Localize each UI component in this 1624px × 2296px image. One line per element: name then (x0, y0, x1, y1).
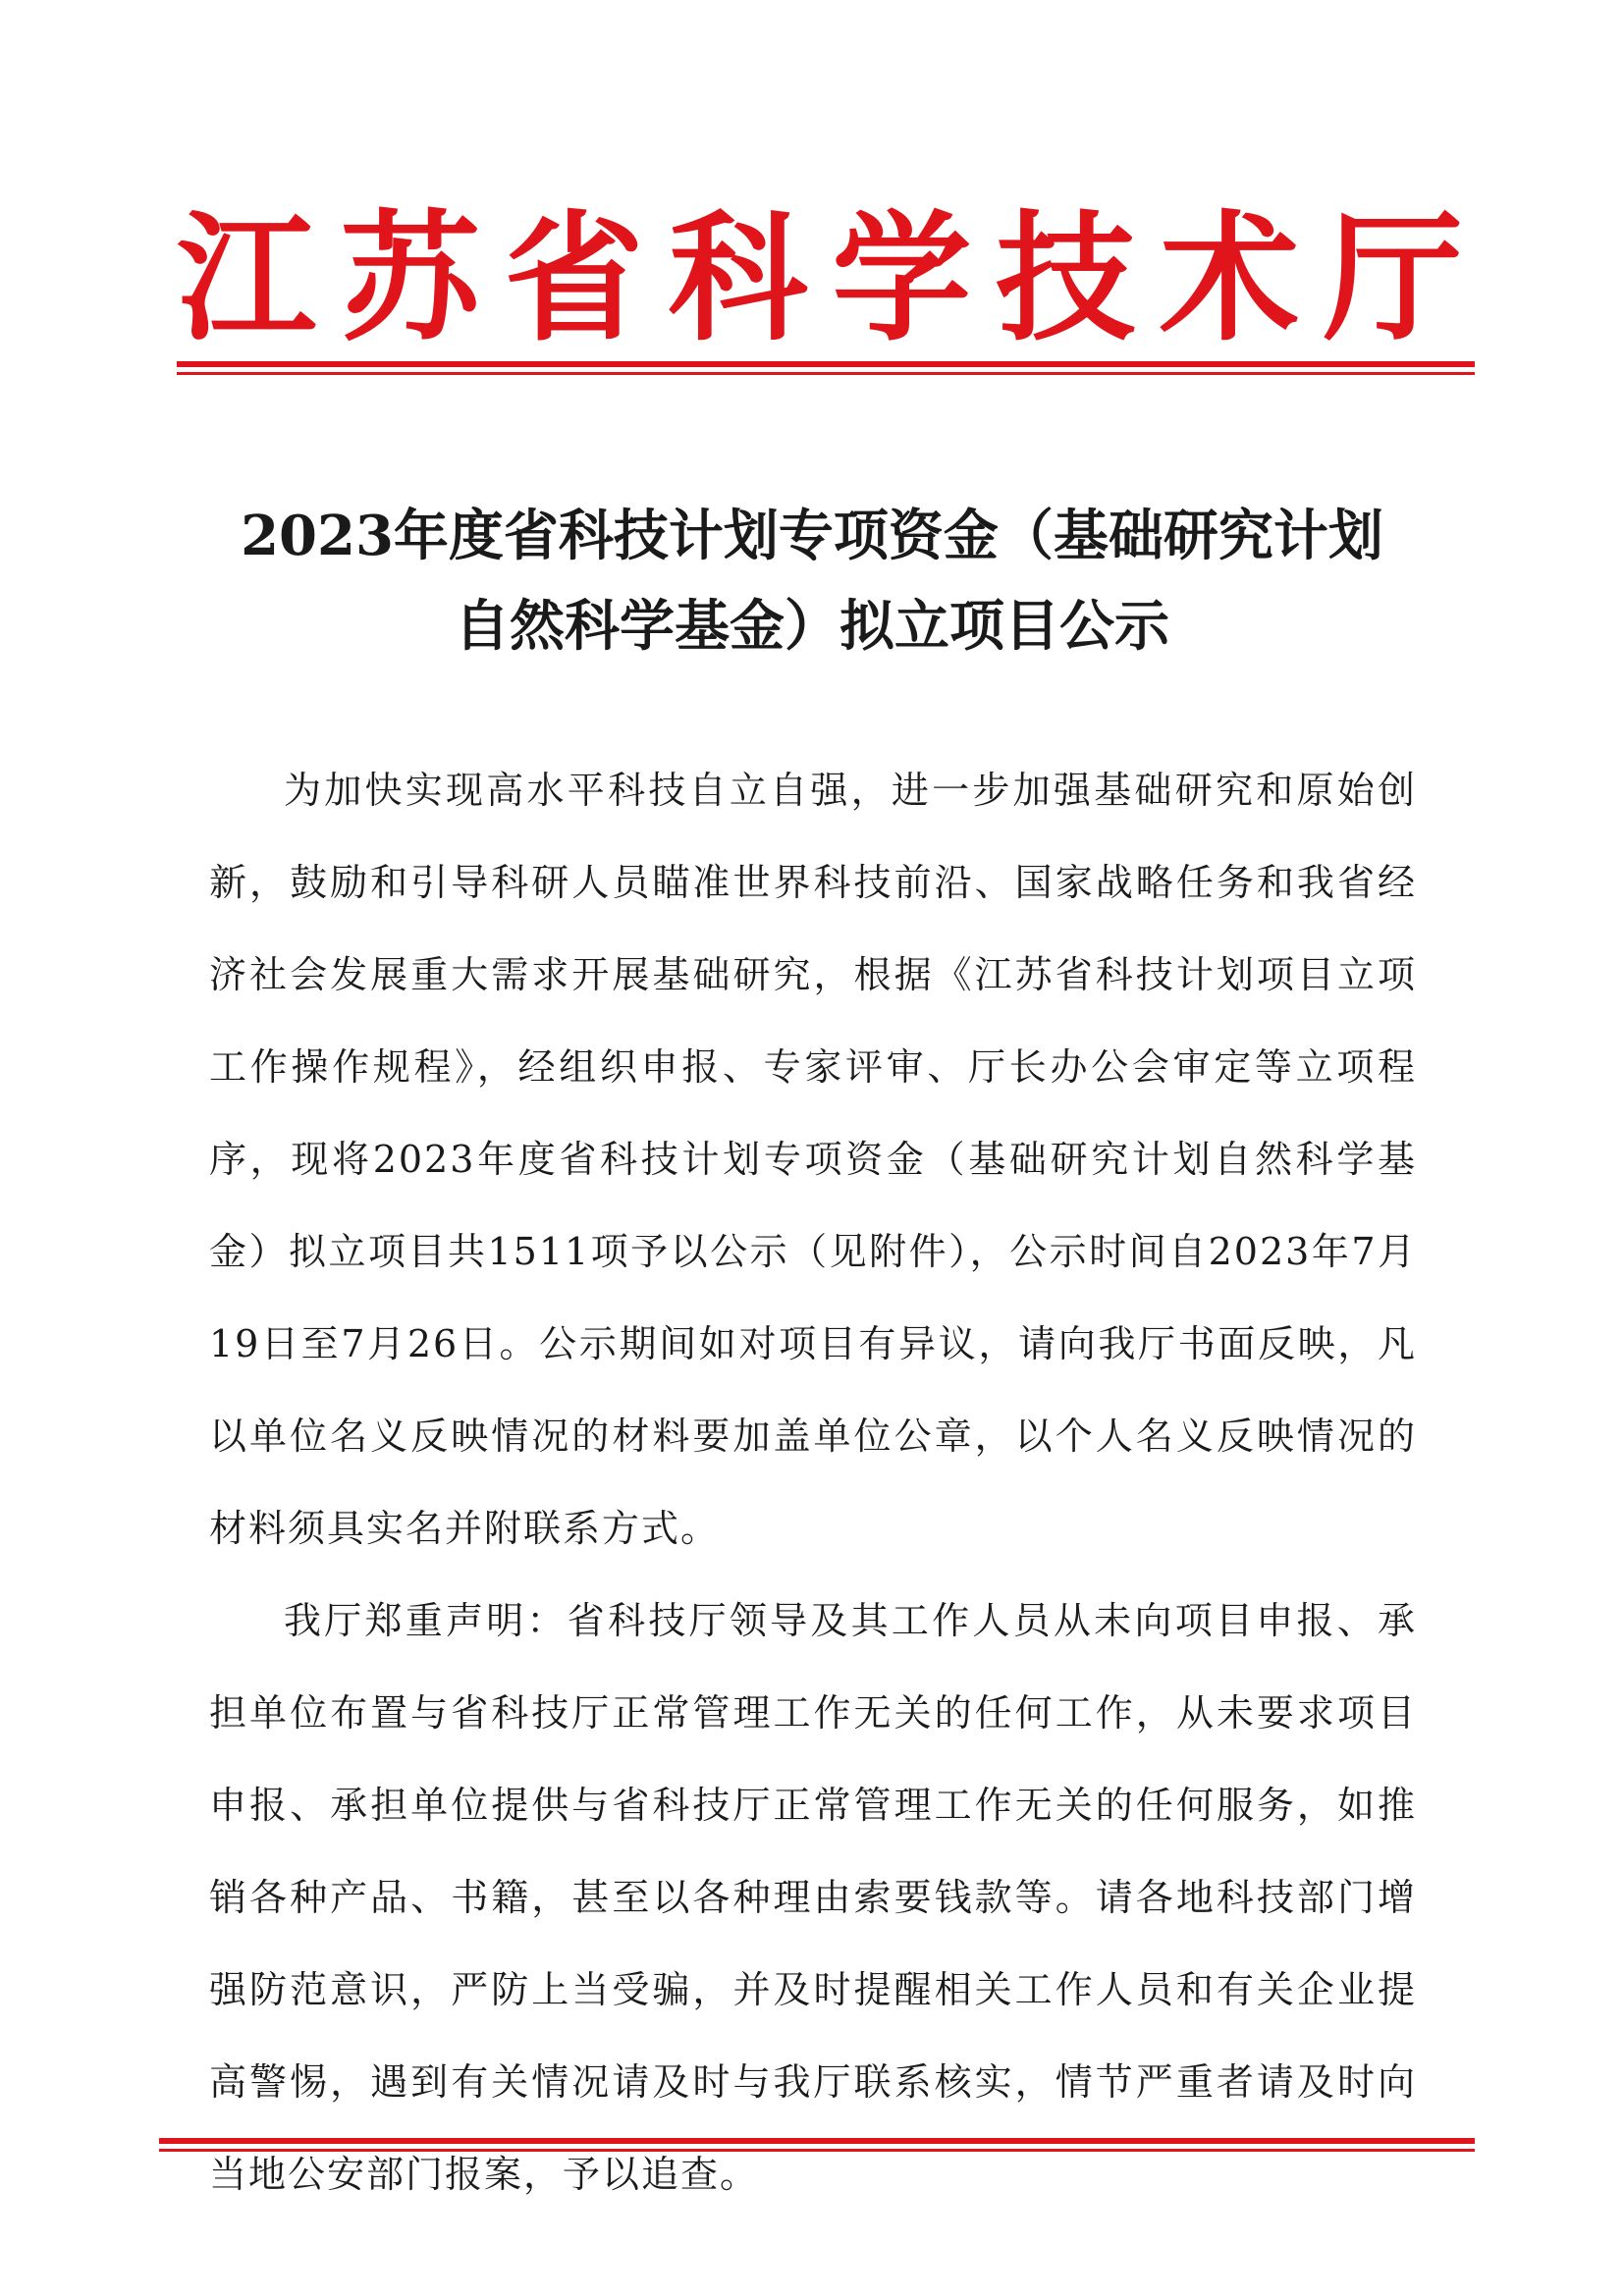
document-title-line-1: 2023年度省科技计划专项资金（基础研究计划 (241, 504, 1383, 568)
paragraph-declaration: 我厅郑重声明：省科技厅领导及其工作人员从未向项目申报、承担单位布置与省科技厅正常管理工作无关的任何工作，从未要求项目申报、承担单位提供与省科技厅正常管理工作无关的任何服务，如推销各种产品、书籍，甚至以各种理由索要钱款等。请各地科技部门增强防范意识，严防上当受骗，并及时提醒相关工作人员和有关企业提高警惕，遇到有关情况请及时与我厅联系核实，情节严重者请及时向当地公安部门报案，予以追查。 (209, 1599, 1417, 2196)
footer-divider-thick (159, 2138, 1475, 2144)
document-title-line-2: 自然科学基金）拟立项目公示 (455, 594, 1169, 659)
masthead-char: 学 (832, 198, 972, 360)
header-divider-thin (177, 372, 1475, 375)
header-divider-thick (177, 361, 1475, 367)
masthead-char: 术 (1160, 198, 1300, 360)
document-body (209, 744, 1417, 2220)
paragraph-announcement: 为加快实现高水平科技自立自强，进一步加强基础研究和原始创新，鼓励和引导科研人员瞄准世界科技前沿、国家战略任务和我省经济社会发展重大需求开展基础研究，根据《江苏省科技计划项目立项工作操作规程》，经组织申报、专家评审、厅长办公会审定等立项程序，现将2023年度省科技计划专项资金（基础研究计划自然科学基金）拟立项目共1511项予以公示（见附件），公示时间自2023年7月19日至7月26日。公示期间如对项目有异议，请向我厅书面反映，凡以单位名义反映情况的材料要加盖单位公章，以个人名义反映情况的材料须具实名并附联系方式。 (209, 769, 1417, 1550)
masthead-char: 厅 (1323, 198, 1463, 360)
masthead-char: 科 (668, 198, 808, 360)
masthead-char: 省 (504, 198, 644, 360)
masthead-char: 苏 (340, 198, 480, 360)
masthead-char: 技 (996, 198, 1136, 360)
masthead-char: 江 (177, 198, 316, 360)
footer-divider-thin (159, 2149, 1475, 2152)
document-title (196, 491, 1428, 671)
masthead (177, 196, 1463, 363)
